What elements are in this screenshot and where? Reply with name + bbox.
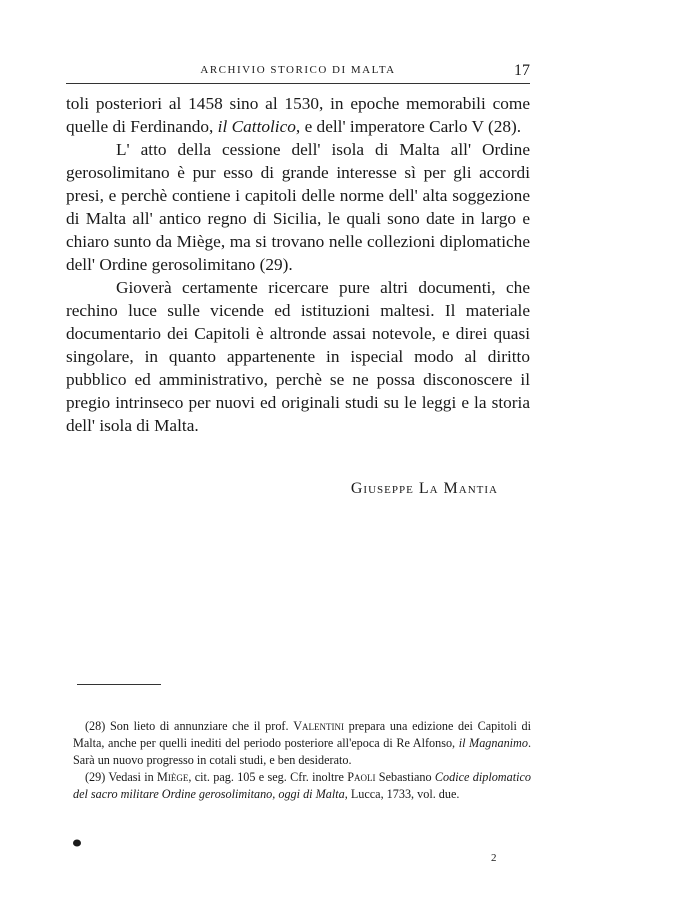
footnote-29 (73, 769, 531, 803)
paragraph-1-end: , e dell' imperatore Carlo V (28). (295, 117, 522, 136)
page-number: 17 (514, 62, 530, 79)
author-signature: Giuseppe La Mantia (350, 480, 498, 497)
footnote-rule (77, 684, 161, 685)
footnote-28-text-c: . Sarà un nuovo progresso in cotali studi, e ben desiderato. (73, 736, 531, 767)
footnote-28-name: Valentini (293, 719, 344, 733)
footnote-28-text-b: prepara una edizione dei Capitoli di Malta, anche per quelli inediti del periodo posteriore all'epoca di Re Alfonso, (73, 719, 531, 750)
footnote-29-italic: Codice diplomatico del sacro militare Ordine gerosolimitano, oggi di Malta (73, 770, 531, 801)
footnote-29-text-c: Sebastiano (375, 770, 435, 784)
footnote-29-name: Miège (157, 770, 189, 784)
running-title: ARCHIVIO STORICO DI MALTA (200, 64, 396, 76)
footnote-28-italic: il Magnanimo (458, 736, 528, 750)
footnote-29-text-b: , cit. pag. 105 e seg. Cfr. inoltre (188, 770, 348, 784)
ink-blot-icon (72, 838, 82, 848)
footnote-29-text-d: , Lucca, 1733, vol. due. (344, 787, 460, 801)
paragraph-3: Gioverà certamente ricercare pure altri documenti, che rechino luce sulle vicende ed istituzioni maltesi. Il materiale documentario dei Capitoli è altronde assai notevole, e direi quasi singolare, in quanto appartenente in ispecial modo al diritto pubblico ed amministrativo, perchè se ne possa disconoscere il pregio intrinseco per nuovi ed originali studi su le leggi e la storia dell' isola di Malta. (66, 278, 530, 435)
paragraph-1 (66, 92, 530, 138)
header-rule (66, 83, 530, 84)
paragraph-1-italic: il Cattolico (217, 117, 296, 136)
footnote-28-text-a: (28) Son lieto di annunziare che il prof. (85, 719, 294, 733)
running-header (66, 63, 530, 83)
footnote-29-name2: Paoli (347, 770, 376, 784)
signature-folio: 2 (491, 852, 497, 864)
paragraph-1-text: toli posteriori al 1458 sino al 1530, in epoche memorabili come quelle di Ferdinando, (66, 94, 530, 136)
footnote-29-text-a: (29) Vedasi in (85, 770, 157, 784)
paragraph-2: L' atto della cessione dell' isola di Malta all' Ordine gerosolimitano è pur esso di grande interesse sì per gli accordi presi, e perchè contiene i capitoli delle norme dell' alta soggezione di Malta all' antico regno di Sicilia, le quali sono date in largo e chiaro sunto da Miège, ma si trovano nelle collezioni diplomatiche dell' Ordine gerosolimitano (29). (66, 140, 530, 274)
footnotes (73, 718, 531, 803)
main-text (66, 92, 530, 437)
footnote-28 (73, 718, 531, 769)
